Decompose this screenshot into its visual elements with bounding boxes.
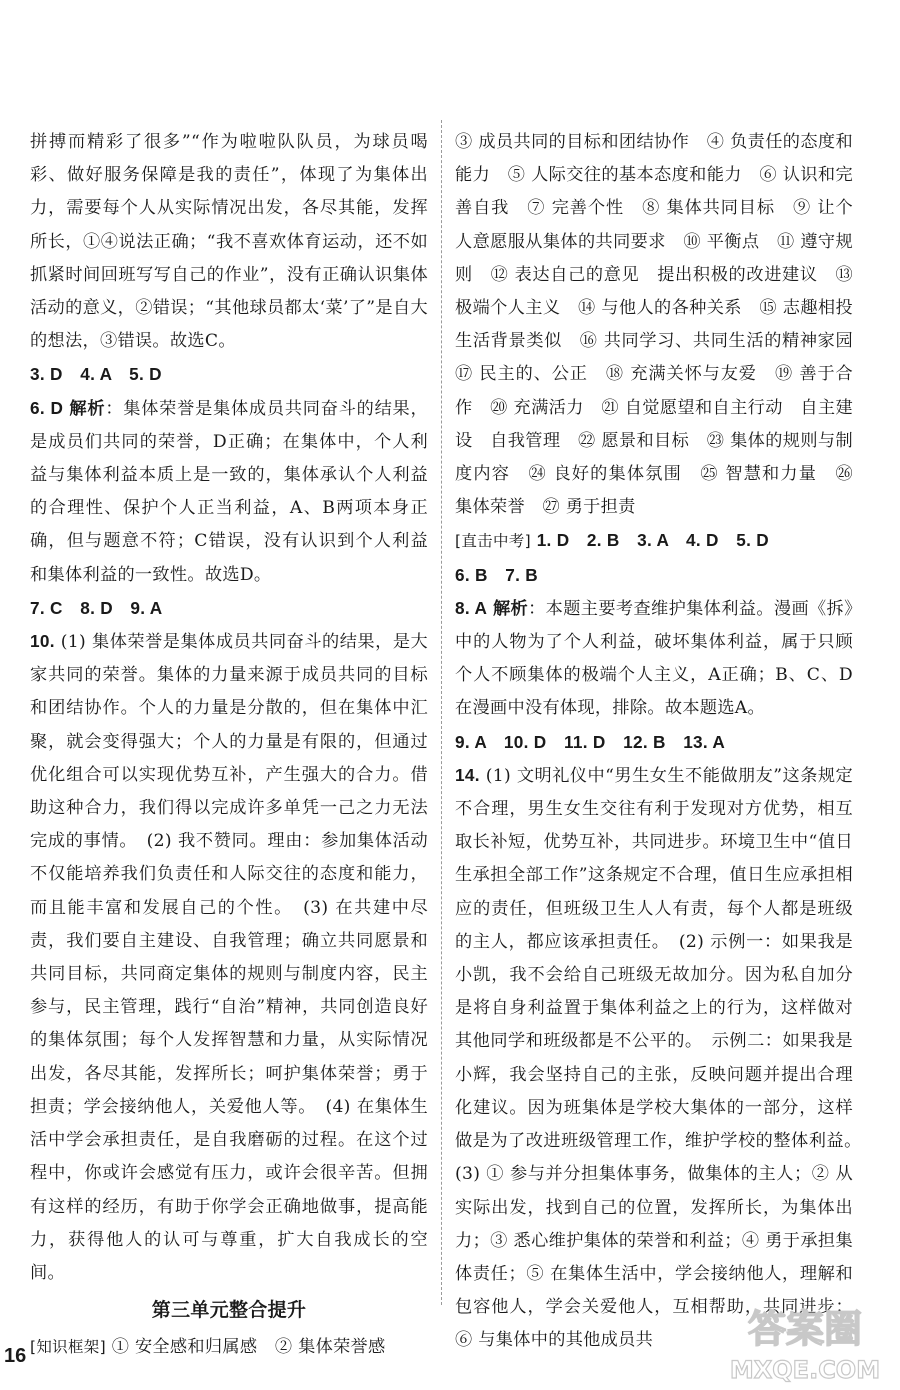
exam-answers: 1. D 2. B 3. A 4. D 5. D <box>536 530 769 551</box>
left-column <box>30 126 428 1365</box>
answer-8-text: ：本题主要考查维护集体利益。漫画《拆》中的人物为了个人利益，破坏集体利益，属于只顾个人不顾集体的极端个人主义，A正确；B、C、D在漫画中没有体现，排除。故本题选A。 <box>455 598 854 719</box>
answer-10 <box>30 625 428 1290</box>
answer-14-text: (1) 文明礼仪中“男生女生不能做朋友”这条规定不合理，男生女生交往有利于发现对方优势，相互取长补短，优势互补，共同进步。环境卫生中“值日生承担全部工作”这条规定不合理，值日生应承担相应的责任，但班级卫生人人有责，每个人都是班级的主人，都应该承担责任。 (2) 示例一：如果我是小凯，我不会给自己班级无故加分。因为私自加分是将自身利益置于集体利益之上的行为，这样做对其他同学和班级都是不公平的。 示例二：如果我是小辉，我会坚持自己的主张，反映问题并提出合理化建议。因为班集体是学校大集体的一部分，这样做是为了改进班级管理工作，维护学校的整体利益。 (3) ① 参与并分担集体事务，做集体的主人；② 从实际出发，找到自己的位置，发挥所长，为集体出力；③ 悉心维护集体的荣誉和利益；④ 勇于承担集体责任；⑤ 在集体生活中，学会接纳他人，理解和包容他人，学会关爱他人，互相帮助，共同进步；⑥ 与集体中的其他成员共 <box>455 765 871 1351</box>
answer-8-number: 8. A <box>455 597 488 618</box>
answer-6-number: 6. D <box>30 397 64 418</box>
exam-label: 直击中考 <box>461 532 525 551</box>
watermark-logo <box>720 1300 890 1385</box>
answers-3-5: 3. D 4. A 5. D <box>30 364 162 385</box>
right-column <box>455 126 871 1358</box>
framework-continuation: ③ 成员共同的目标和团结协作 ④ 负责任的态度和能力 ⑤ 人际交往的基本态度和能力 ⑥ 认识和完善自我 ⑦ 完善个性 ⑧ 集体共同目标 ⑨ 让个人意愿服从集体的共同要求 ⑩ 平衡点 ⑪ 遵守规则 ⑫ 表达自己的意见 提出积极的改进建议 ⑬ 极端个人主义 ⑭ 与他人的各种关系 ⑮ 志趣相投 生活背景类似 ⑯ 共同学习、共同生活的精神家园 ⑰ 民主的、公正 ⑱ 充满关怀与友爱 ⑲ 善于合作 ⑳ 充满活力 ㉑ 自觉愿望和自主行动 自主建设 自我管理 ㉒ 愿景和目标 ㉓ 集体的规则与制度内容 ㉔ 良好的集体氛围 ㉕ 智慧和力量 ㉖ 集体荣誉 ㉗ 勇于担责 <box>455 132 871 518</box>
framework-items: ① 安全感和归属感 ② 集体荣誉感 <box>111 1337 386 1358</box>
answer-continuation: 拼搏而精彩了很多”“作为啦啦队队员，为球员喝彩、做好服务保障是我的责任”，体现了为集体出力，需要每个人从实际情况出发，各尽其能，发挥所长，①④说法正确；“我不喜欢体育运动，还不如抓紧时间回班写写自己的作业”，没有正确认识集体活动的意义，②错误；“其他球员都太‘菜’了”是自大的想法，③错误。故选C。 <box>30 132 428 352</box>
answers-7-9: 7. C 8. D 9. A <box>30 597 163 618</box>
section-title: 第三单元整合提升 <box>151 1299 307 1322</box>
answer-10-text: (1) 集体荣誉是集体成员共同奋斗的结果，是大家共同的荣誉。集体的力量来源于成员共同的目标和团结协作。个人的力量是分散的，但在集体中汇聚，就会变得强大；个人的力量是有限的，但通过优化组合可以实现优势互补，产生强大的合力。借助这种合力，我们得以完成许多单凭一己之力无法完成的事情。 (2) 我不赞同。理由：参加集体活动不仅能培养我们负责任和人际交往的态度和能力，而且能丰富和发展自己的个性。 (3) 在共建中尽责，我们要自主建设、自我管理；确立共同愿景和共同目标，共同商定集体的规则与制度内容，民主参与，民主管理，践行“自治”精神，共同创造良好的集体氛围；每个人发挥智慧和力量，从实际情况出发，各尽其能，发挥所长；呵护集体荣誉；勇于担责；学会接纳他人，关爱他人等。 (4) 在集体生活中学会承担责任，是自我磨砺的过程。在这个过程中，你或许会感觉有压力，或许会很辛苦。但拥有这样的经历，有助于你学会正确地做事，提高能力，获得他人的认可与尊重，扩大自我成长的空间。 <box>30 632 429 1283</box>
knowledge-framework <box>30 1331 428 1364</box>
watermark-url: MXQE.COM <box>729 1356 881 1384</box>
framework-label-bracket: [知识框架] <box>30 1338 106 1357</box>
exam-answers-1-5 <box>455 524 853 558</box>
answer-6-text: ：集体荣誉是集体成员共同奋斗的结果，是成员们共同的荣誉，D正确；在集体中，个人利益与集体利益本质上是一致的，集体承认个人利益的合理性、保护个人正当利益，A、B两项本身正确，但与题意不符；C错误，没有认识到个人利益和集体利益的一致性。故选D。 <box>30 398 428 585</box>
exam-label-bracket: [直击中考] <box>455 532 531 551</box>
framework-label: 知识框架 <box>36 1338 100 1357</box>
answer-14-number: 14. <box>455 764 480 785</box>
analysis-label: 解析 <box>69 398 106 419</box>
answers-6-7: 6. B 7. B <box>455 564 538 585</box>
page-number: 16 <box>4 1345 27 1367</box>
analysis-label: 解析 <box>493 598 529 619</box>
answers-9-13: 9. A 10. D 11. D 12. B 13. A <box>455 731 726 752</box>
watermark-logo-text: 答案圈 <box>747 1307 863 1351</box>
answer-6 <box>30 392 428 592</box>
answer-14 <box>455 759 871 1358</box>
answer-8 <box>455 592 853 726</box>
answer-10-number: 10. <box>30 631 55 652</box>
column-divider <box>441 120 442 1305</box>
